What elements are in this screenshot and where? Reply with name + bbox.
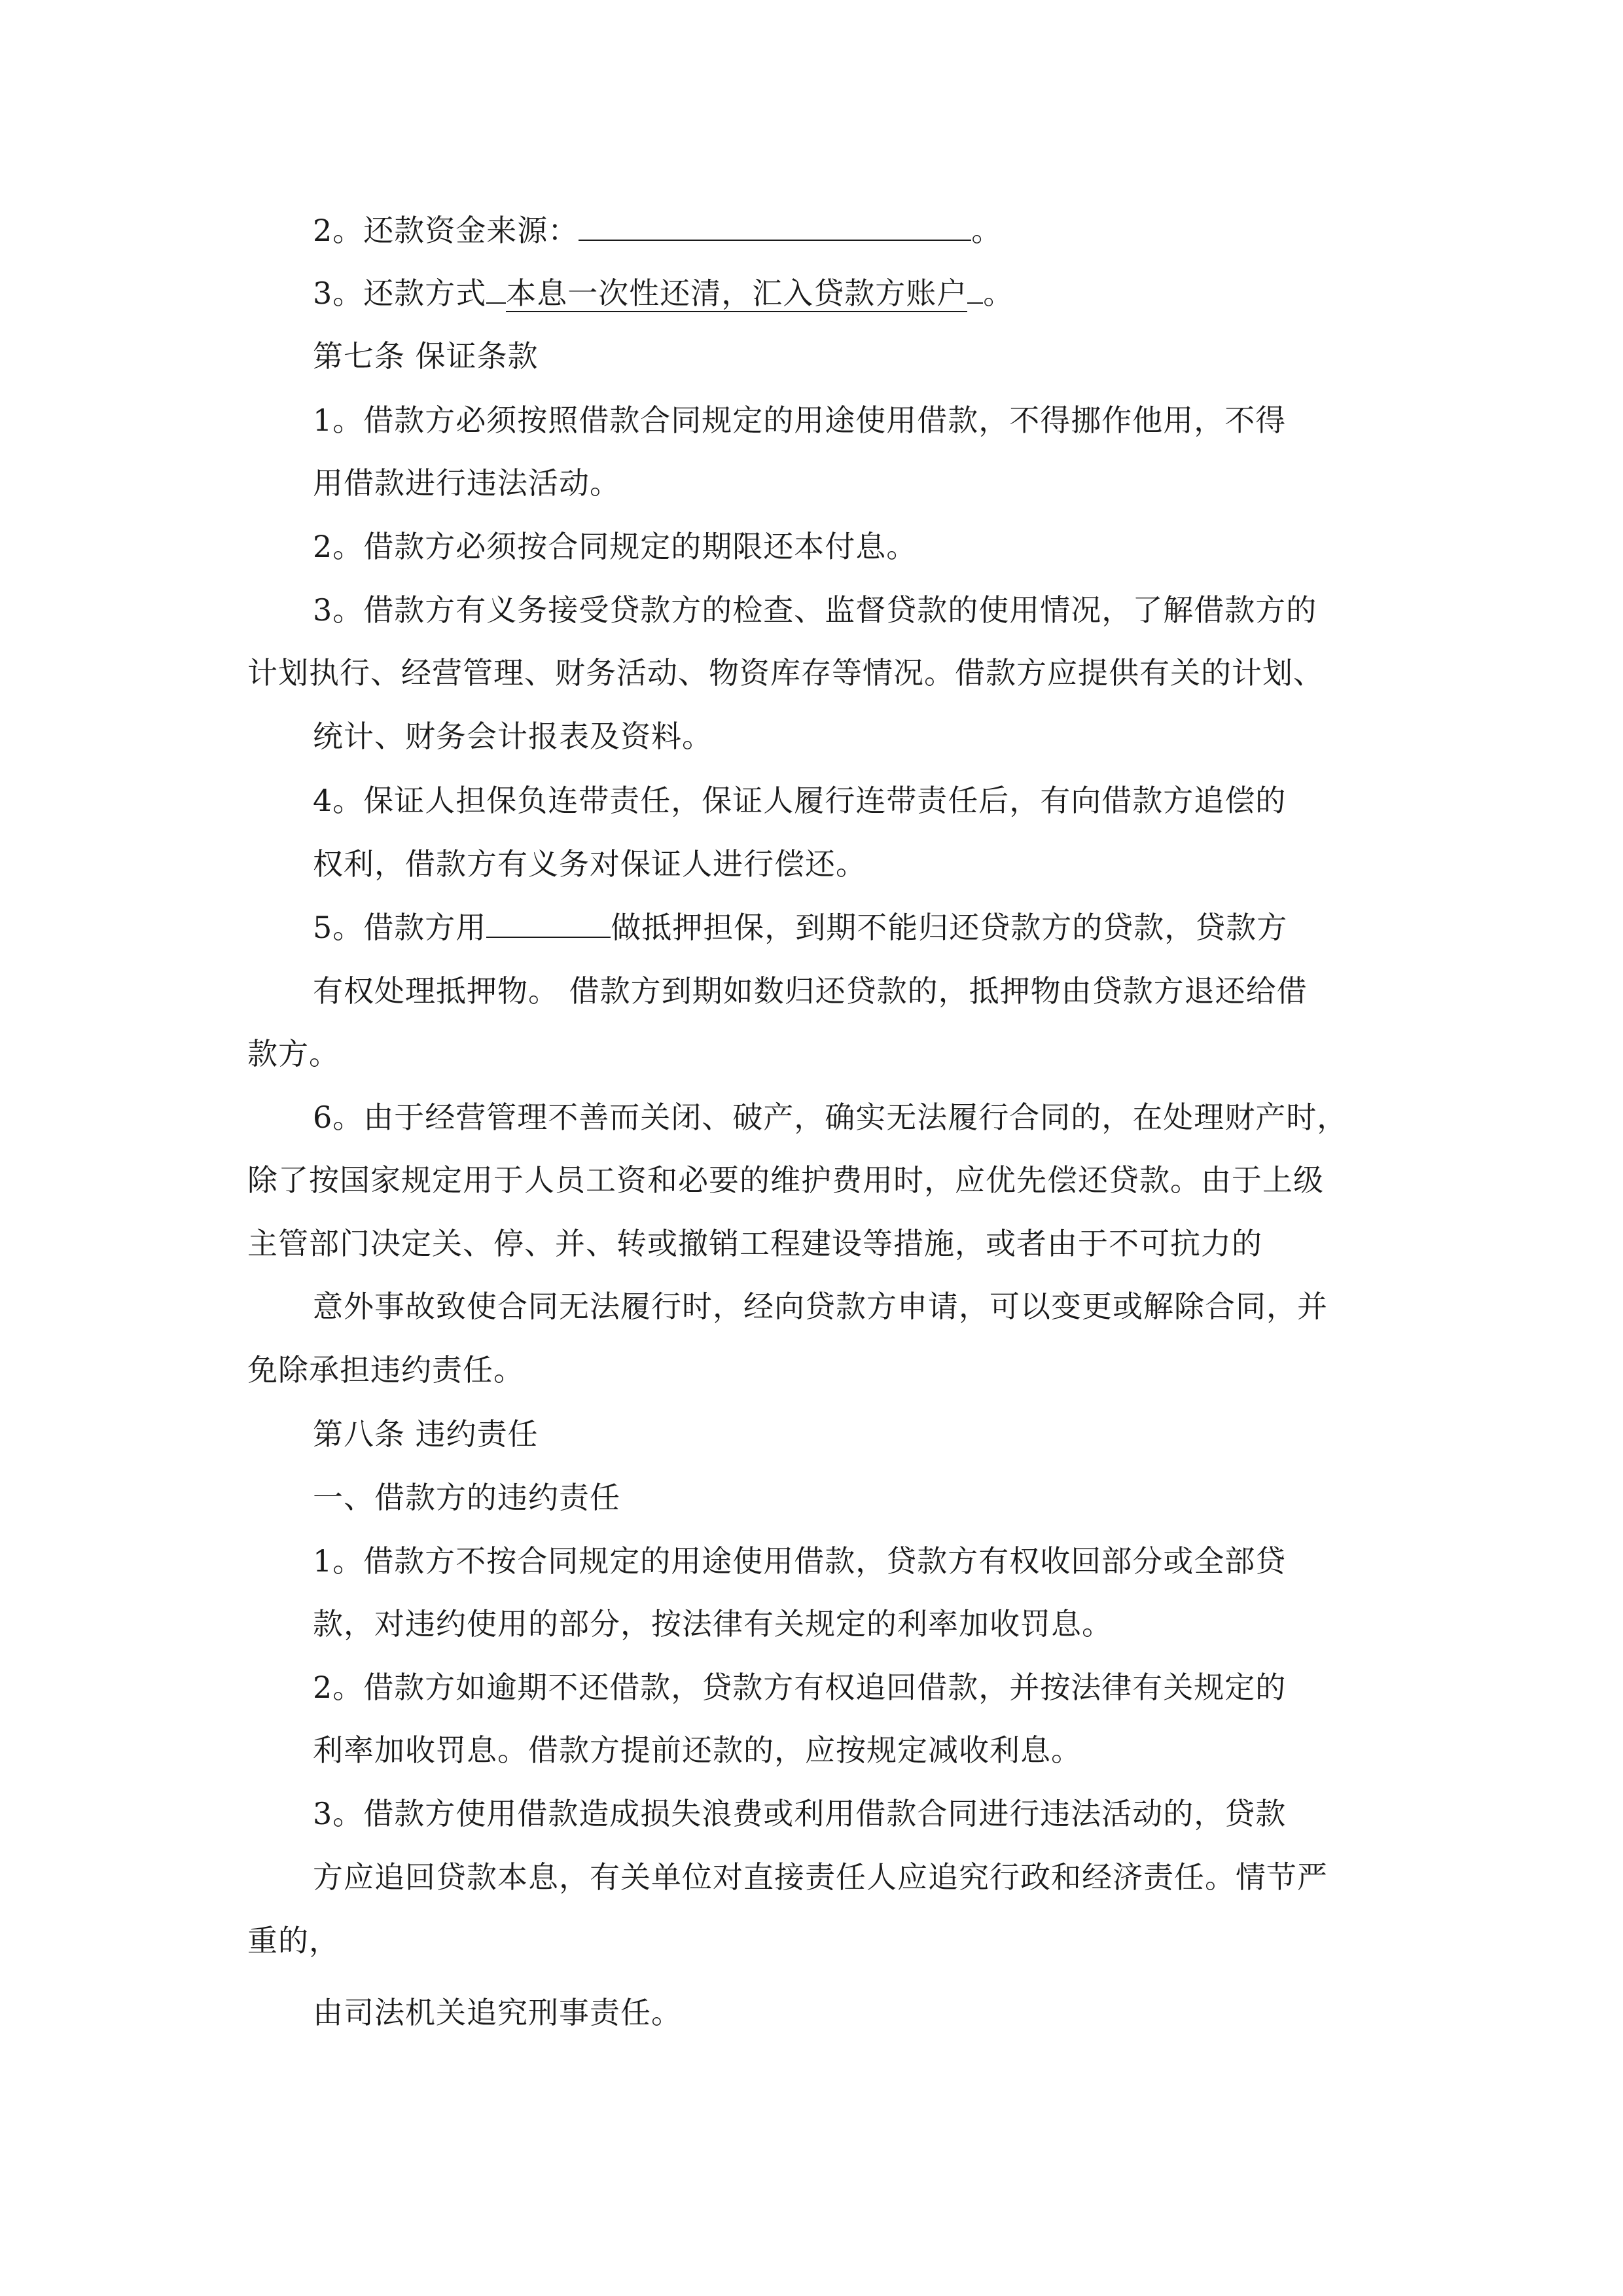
- paragraph-line: 1。借款方必须按照借款合同规定的用途使用借款，不得挪作他用，不得: [313, 403, 1287, 438]
- paragraph-line: 方应追回贷款本息，有关单位对直接责任人应追究行政和经济责任。情节严: [313, 1859, 1328, 1895]
- article-8-heading: 第八条 违约责任: [313, 1416, 539, 1452]
- paragraph-line: 重的，: [247, 1923, 340, 1958]
- paragraph-line: 除了按国家规定用于人员工资和必要的维护费用时，应优先偿还贷款。由于上级: [247, 1162, 1324, 1198]
- fill-in-blank: [967, 274, 983, 304]
- paragraph-line: 款方。: [247, 1036, 340, 1071]
- paragraph-line: 免除承担违约责任。: [247, 1352, 524, 1388]
- underlined-text: 本息一次性还清，汇入贷款方账户: [506, 276, 968, 311]
- section-heading: 一、借款方的违约责任: [313, 1480, 620, 1515]
- paragraph-line: 利率加收罚息。借款方提前还款的，应按规定减收利息。: [313, 1732, 1082, 1768]
- fill-in-blank: [579, 211, 971, 241]
- paragraph-line: 3。借款方有义务接受贷款方的检查、监督贷款的使用情况，了解借款方的: [313, 592, 1317, 628]
- text-segment: 。: [983, 276, 1014, 311]
- paragraph-line: 有权处理抵押物。 借款方到期如数归还贷款的，抵押物由贷款方退还给借: [313, 973, 1308, 1009]
- paragraph-line: 1。借款方不按合同规定的用途使用借款，贷款方有权收回部分或全部贷: [313, 1543, 1287, 1579]
- paragraph-line: 3。借款方使用借款造成损失浪费或利用借款合同进行违法活动的，贷款: [313, 1796, 1287, 1831]
- paragraph-line: 意外事故致使合同无法履行时，经向贷款方申请，可以变更或解除合同，并: [313, 1289, 1328, 1324]
- fill-in-blank: [486, 274, 506, 304]
- paragraph-line: 用借款进行违法活动。: [313, 465, 620, 501]
- paragraph-line: 6。由于经营管理不善而关闭、破产，确实无法履行合同的，在处理财产时，: [313, 1100, 1348, 1135]
- text-segment: 2。还款资金来源：: [313, 213, 579, 248]
- paragraph-line: 主管部门决定关、停、并、转或撤销工程建设等措施，或者由于不可抗力的: [247, 1226, 1262, 1261]
- mortgage-line: [313, 908, 1287, 947]
- paragraph-line: 款，对违约使用的部分，按法律有关规定的利率加收罚息。: [313, 1606, 1113, 1641]
- repayment-source-line: [313, 211, 1002, 250]
- paragraph-line: 权利，借款方有义务对保证人进行偿还。: [313, 846, 866, 882]
- paragraph-line: 2。借款方必须按合同规定的期限还本付息。: [313, 529, 918, 564]
- text-segment: 做抵押担保，到期不能归还贷款方的贷款，贷款方: [611, 910, 1288, 945]
- article-7-heading: 第七条 保证条款: [313, 338, 539, 374]
- text-segment: 。: [971, 213, 1003, 248]
- text-segment: 5。借款方用: [313, 910, 487, 945]
- repayment-method-line: [313, 274, 1014, 313]
- text-segment: 3。还款方式: [313, 276, 487, 311]
- paragraph-line: 4。保证人担保负连带责任，保证人履行连带责任后，有向借款方追偿的: [313, 783, 1287, 818]
- paragraph-line: 统计、财务会计报表及资料。: [313, 719, 713, 754]
- fill-in-blank: [486, 908, 611, 938]
- paragraph-line: 计划执行、经营管理、财务活动、物资库存等情况。借款方应提供有关的计划、: [247, 655, 1324, 691]
- paragraph-line: 由司法机关追究刑事责任。: [313, 1995, 682, 2030]
- paragraph-line: 2。借款方如逾期不还借款，贷款方有权追回借款，并按法律有关规定的: [313, 1670, 1287, 1705]
